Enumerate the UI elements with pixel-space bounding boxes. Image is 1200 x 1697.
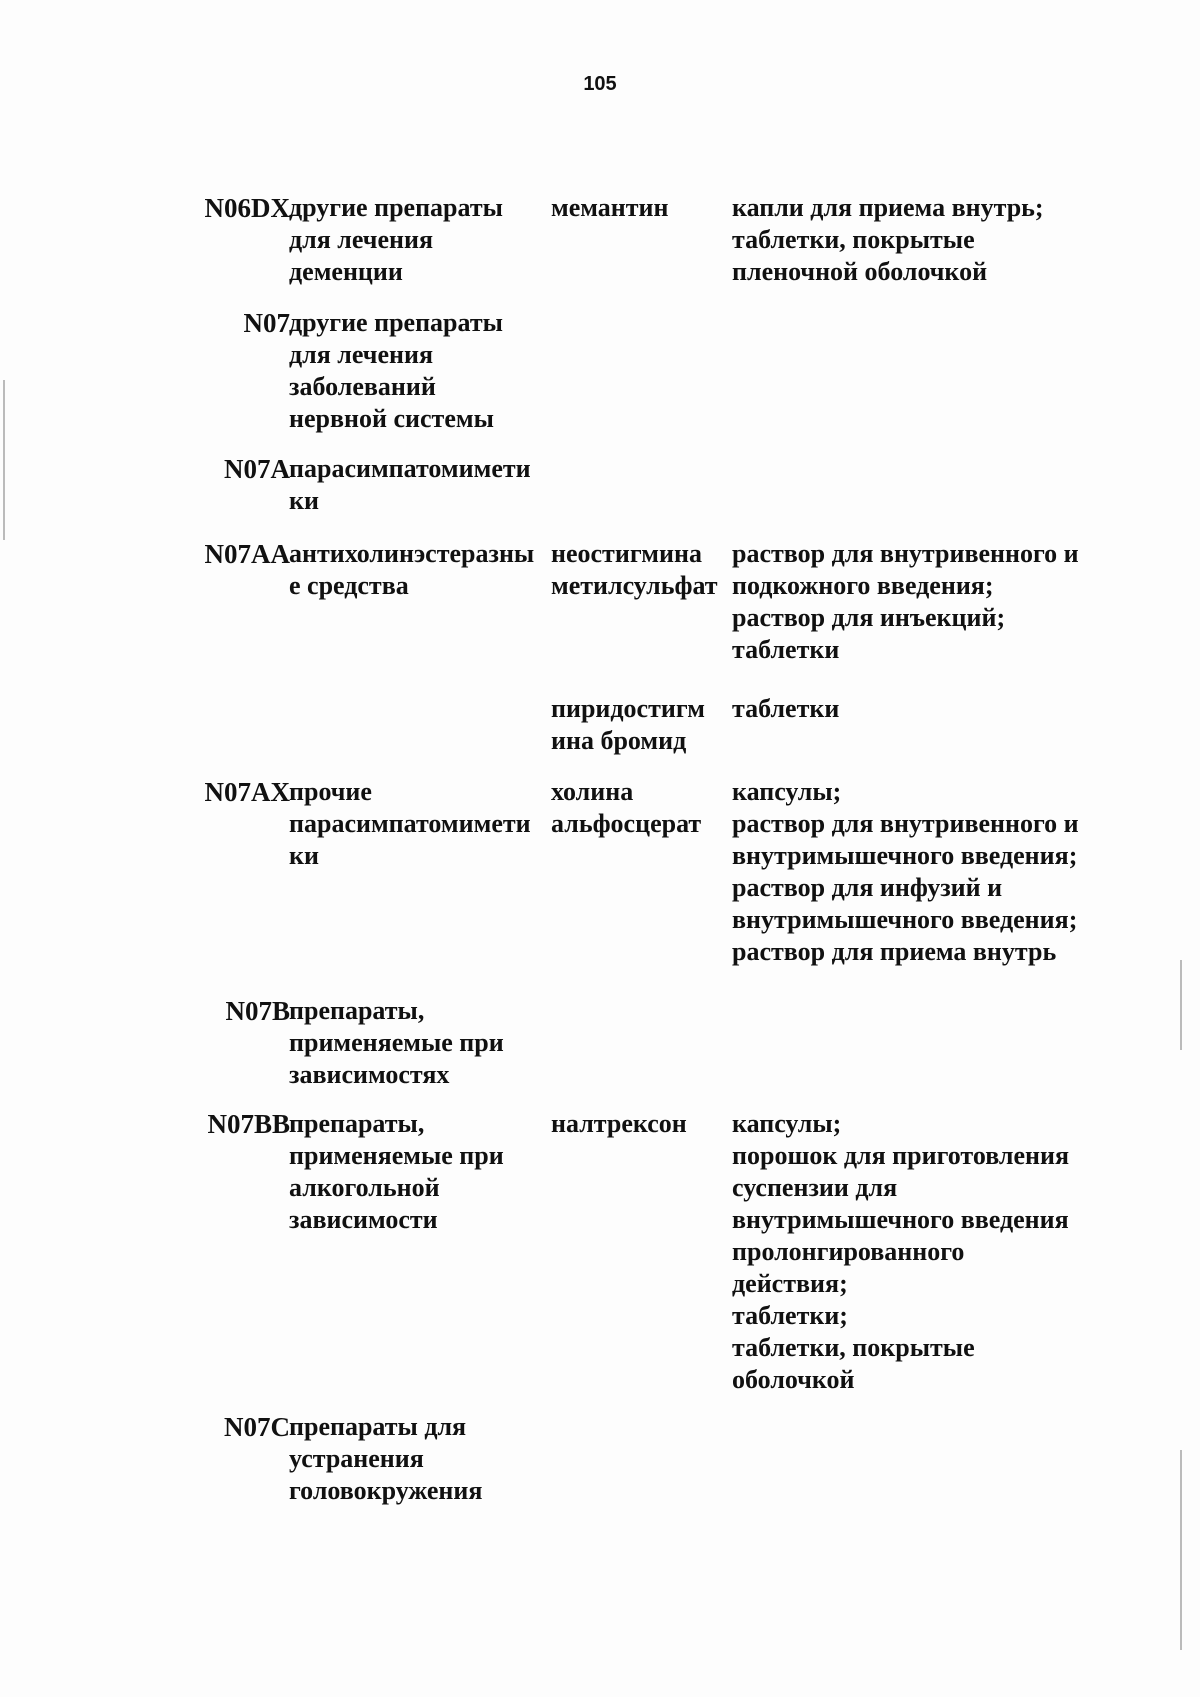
group-name-line: препараты,: [289, 996, 425, 1025]
atc-code: N07AX: [204, 777, 290, 807]
dosage-forms-line: оболочкой: [732, 1365, 855, 1394]
dosage-forms-line: таблетки;: [732, 1301, 848, 1330]
group-name-line: устранения: [289, 1444, 424, 1473]
atc-code: N07A: [224, 454, 290, 484]
drug-name-line: пиридостигм: [551, 694, 706, 723]
group-name-line: зависимостях: [289, 1060, 450, 1089]
dosage-forms-line: капли для приема внутрь;: [732, 193, 1044, 222]
drug-name: [551, 538, 718, 602]
dosage-forms-line: капсулы;: [732, 1109, 842, 1138]
group-name-line: другие препараты: [289, 193, 503, 222]
drug-name-line: ина бромид: [551, 726, 687, 755]
group-name-line: ки: [289, 486, 319, 515]
page-number: 105: [583, 73, 617, 95]
dosage-forms: [732, 693, 839, 725]
group-name-line: деменции: [289, 257, 403, 286]
group-name-line: другие препараты: [289, 308, 503, 337]
dosage-forms-line: раствор для приема внутрь: [732, 937, 1057, 966]
dosage-forms-line: пролонгированного: [732, 1237, 965, 1266]
group-name-line: антихолинэстеразны: [289, 539, 535, 568]
group-name-line: применяемые при: [289, 1028, 504, 1057]
atc-code: N07C: [224, 1412, 290, 1442]
group-name-line: препараты,: [289, 1109, 425, 1138]
dosage-forms-line: порошок для приготовления: [732, 1141, 1070, 1170]
dosage-forms-line: капсулы;: [732, 777, 842, 806]
group-name: [289, 776, 531, 872]
atc-code: N07B: [225, 996, 290, 1026]
group-name-line: для лечения: [289, 340, 434, 369]
scan-edge-mark: [3, 380, 5, 540]
atc-code: N07AA: [204, 539, 290, 569]
dosage-forms: [732, 1108, 1069, 1396]
group-name: [289, 995, 504, 1091]
dosage-forms-line: таблетки, покрытые: [732, 225, 975, 254]
group-name: [289, 453, 531, 517]
dosage-forms-line: внутримышечного введения;: [732, 905, 1078, 934]
group-name: [289, 1108, 504, 1236]
drug-name-line: метилсульфат: [551, 571, 718, 600]
dosage-forms-line: таблетки: [732, 635, 840, 664]
scan-edge-mark: [1180, 960, 1182, 1050]
dosage-forms-line: таблетки, покрытые: [732, 1333, 975, 1362]
group-name-line: нервной системы: [289, 404, 494, 433]
group-name-line: алкогольной: [289, 1173, 440, 1202]
group-name-line: для лечения: [289, 225, 434, 254]
drug-name-line: налтрексон: [551, 1109, 687, 1138]
drug-name: [551, 776, 701, 840]
atc-code: N06DX: [204, 193, 290, 223]
dosage-forms-line: раствор для инфузий и: [732, 873, 1003, 902]
group-name: [289, 307, 503, 435]
group-name-line: заболеваний: [289, 372, 436, 401]
dosage-forms-line: таблетки: [732, 694, 840, 723]
atc-code: N07BB: [207, 1109, 290, 1139]
dosage-forms-line: пленочной оболочкой: [732, 257, 988, 286]
atc-code: N07: [243, 308, 290, 338]
drug-name-line: мемантин: [551, 193, 669, 222]
dosage-forms-line: раствор для инъекций;: [732, 603, 1006, 632]
group-name-line: головокружения: [289, 1476, 483, 1505]
dosage-forms-line: подкожного введения;: [732, 571, 994, 600]
drug-name-line: альфосцерат: [551, 809, 702, 838]
group-name-line: зависимости: [289, 1205, 438, 1234]
group-name-line: парасимпатомимети: [289, 809, 531, 838]
group-name-line: прочие: [289, 777, 372, 806]
group-name: [289, 192, 503, 288]
dosage-forms: [732, 538, 1079, 666]
drug-name-line: холина: [551, 777, 634, 806]
group-name-line: парасимпатомимети: [289, 454, 531, 483]
dosage-forms-line: действия;: [732, 1269, 848, 1298]
drug-name: [551, 693, 705, 757]
group-name-line: препараты для: [289, 1412, 467, 1441]
drug-name: [551, 192, 669, 224]
dosage-forms-line: раствор для внутривенного и: [732, 539, 1079, 568]
dosage-forms: [732, 776, 1079, 968]
group-name: [289, 1411, 482, 1507]
scan-edge-mark: [1180, 1450, 1182, 1650]
dosage-forms-line: внутримышечного введения: [732, 1205, 1069, 1234]
drug-name: [551, 1108, 687, 1140]
group-name-line: е средства: [289, 571, 409, 600]
drug-name-line: неостигмина: [551, 539, 702, 568]
group-name: [289, 538, 534, 602]
dosage-forms-line: внутримышечного введения;: [732, 841, 1078, 870]
group-name-line: ки: [289, 841, 319, 870]
group-name-line: применяемые при: [289, 1141, 504, 1170]
dosage-forms-line: раствор для внутривенного и: [732, 809, 1079, 838]
dosage-forms-line: суспензии для: [732, 1173, 898, 1202]
dosage-forms: [732, 192, 1044, 288]
